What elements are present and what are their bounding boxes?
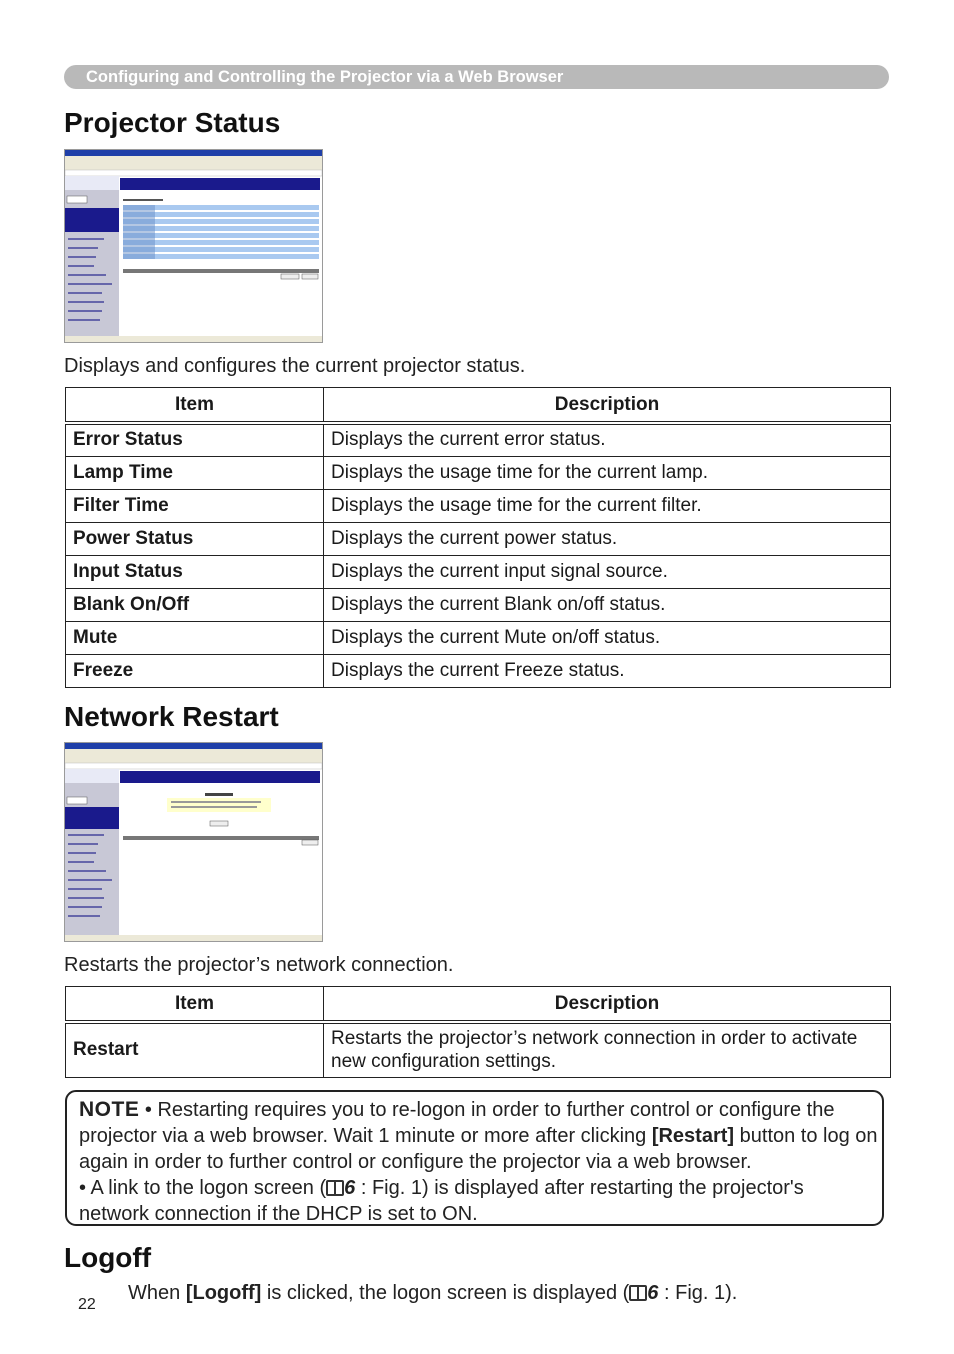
row-description: Displays the usage time for the current filter. xyxy=(324,489,891,522)
table-row xyxy=(66,654,891,687)
logoff-text-part: : Fig. 1). xyxy=(663,1282,738,1304)
logoff-text-part: When xyxy=(128,1282,181,1304)
page-reference: 6 xyxy=(647,1282,659,1304)
table-row xyxy=(66,588,891,621)
header-title: Configuring and Controlling the Projector via a Web Browser xyxy=(86,68,564,86)
note-text-part: button to log on again in order to further control or configure the projector via a web browser. xyxy=(79,1125,878,1173)
row-item: Lamp Time xyxy=(66,456,324,489)
row-description: Displays the current Freeze status. xyxy=(324,654,891,687)
table-row xyxy=(66,522,891,555)
projector-status-heading: Projector Status xyxy=(64,107,281,138)
projector-status-table xyxy=(65,387,891,688)
row-description: Restarts the projector’s network connection in order to activate new configuration settings. xyxy=(324,1022,891,1077)
row-item: Input Status xyxy=(66,555,324,588)
row-item: Filter Time xyxy=(66,489,324,522)
page-number: 22 xyxy=(78,1296,96,1313)
row-item: Blank On/Off xyxy=(66,588,324,621)
row-description: Displays the current input signal source. xyxy=(324,555,891,588)
table-row xyxy=(66,489,891,522)
table-row xyxy=(66,423,891,456)
col-header-description: Description xyxy=(324,388,891,424)
table-row xyxy=(66,621,891,654)
projector-status-intro: Displays and configures the current projector status. xyxy=(64,355,526,377)
row-item: Freeze xyxy=(66,654,324,687)
book-icon xyxy=(326,1180,344,1196)
projector-status-screenshot xyxy=(64,149,323,343)
note-text-part: • A link to the logon screen ( xyxy=(79,1177,327,1199)
col-header-item: Item xyxy=(66,987,324,1023)
row-item: Restart xyxy=(66,1022,324,1077)
row-description: Displays the current Blank on/off status. xyxy=(324,588,891,621)
note-text-part: : Fig. 1) is displayed after restarting the projector's network connection if the DHCP is set to ON. xyxy=(79,1177,804,1225)
logoff-text xyxy=(128,1282,737,1305)
row-item: Power Status xyxy=(66,522,324,555)
logoff-text-part: is clicked, the logon screen is displayed ( xyxy=(266,1282,630,1304)
network-restart-heading: Network Restart xyxy=(64,701,279,732)
row-description: Displays the current Mute on/off status. xyxy=(324,621,891,654)
col-header-item: Item xyxy=(66,388,324,424)
row-item: Error Status xyxy=(66,423,324,456)
page-reference: 6 xyxy=(344,1177,356,1199)
col-header-description: Description xyxy=(324,987,891,1023)
table-row xyxy=(66,1022,891,1077)
table-row xyxy=(66,456,891,489)
note-label: NOTE xyxy=(79,1098,140,1121)
network-restart-intro: Restarts the projector’s network connection. xyxy=(64,954,454,976)
header-bar xyxy=(64,65,889,89)
note-restart-bold: [Restart] xyxy=(651,1125,735,1147)
table-row xyxy=(66,555,891,588)
note-text-part: • Restarting requires you to re-logon in order to further control or configure the projector via a web browser. Wait 1 minute or more after clicking xyxy=(79,1099,835,1147)
network-restart-table xyxy=(65,986,891,1078)
book-icon xyxy=(629,1285,647,1301)
note-box xyxy=(65,1090,884,1226)
row-description: Displays the current power status. xyxy=(324,522,891,555)
logoff-bold: [Logoff] xyxy=(185,1282,262,1304)
note-text xyxy=(79,1097,879,1227)
logoff-heading: Logoff xyxy=(64,1242,152,1273)
network-restart-screenshot xyxy=(64,742,323,942)
row-description: Displays the current error status. xyxy=(324,423,891,456)
row-description: Displays the usage time for the current lamp. xyxy=(324,456,891,489)
row-item: Mute xyxy=(66,621,324,654)
